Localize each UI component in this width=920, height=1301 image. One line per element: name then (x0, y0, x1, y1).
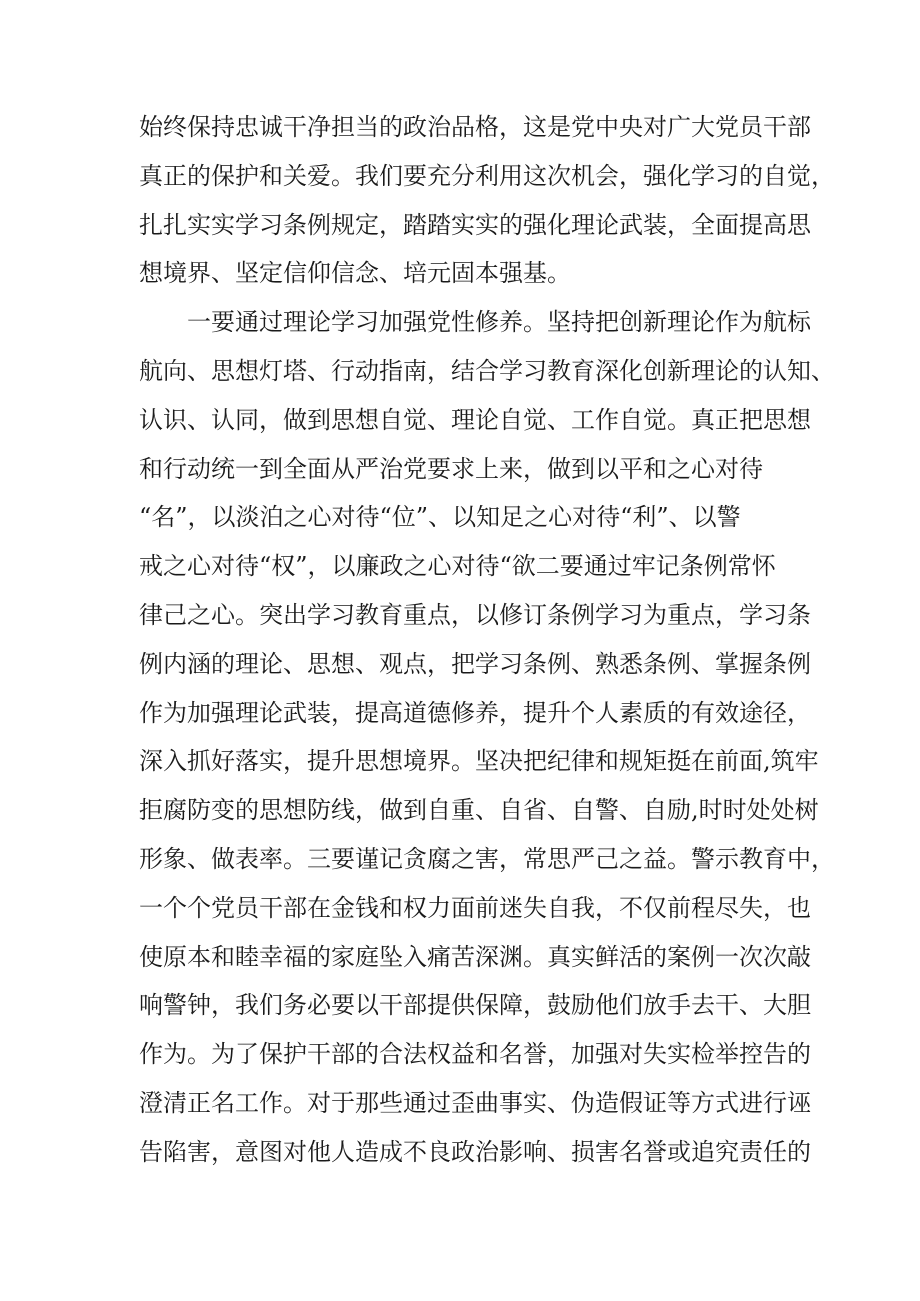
text-line: 始终保持忠诚干净担当的政治品格，这是党中央对广大党员干部 (139, 113, 811, 141)
text-line: 认识、认同，做到思想自觉、理论自觉、工作自觉。真正把思想 (139, 405, 811, 434)
text-line: 作为加强理论武装，提高道德修养，提升个人素质的有效途径， (139, 698, 811, 727)
text-line: 一个个党员干部在金钱和权力面前迷失自我，不仅前程尽失，也 (139, 893, 811, 922)
text-line: 律己之心。突出学习教育重点，以修订条例学习为重点，学习条 (139, 600, 811, 629)
text-line: 形象、做表率。三要谨记贪腐之害，常思严己之益。警示教育中， (139, 844, 835, 873)
text-line: 真正的保护和关爱。我们要充分利用这次机会，强化学习的自觉， (139, 161, 835, 190)
text-line: 例内涵的理论、思想、观点，把学习条例、熟悉条例、掌握条例 (139, 649, 811, 678)
text-line: 戒之心对待“权”，以廉政之心对待“欲二要通过牢记条例常怀 (139, 552, 776, 581)
text-line: 拒腐防变的思想防线，做到自重、自省、自警、自励,时时处处树 (139, 796, 819, 825)
body-text (139, 103, 835, 1177)
text-line: 响警钟，我们务必要以干部提供保障，鼓励他们放手去干、大胆 (139, 991, 811, 1020)
text-line: “名”，以淡泊之心对待“位”、以知足之心对待“利”、以警 (139, 503, 741, 532)
text-line: 想境界、坚定信仰信念、培元固本强基。 (139, 259, 571, 288)
text-line: 告陷害，意图对他人造成不良政治影响、损害名誉或追究责任的 (139, 1137, 811, 1166)
text-line: 扎扎实实学习条例规定，踏踏实实的强化理论武装，全面提高思 (139, 210, 811, 239)
text-line: 作为。为了保护干部的合法权益和名誉，加强对失实检举控告的 (139, 1040, 811, 1069)
text-line: 深入抓好落实，提升思想境界。坚决把纪律和规矩挺在前面,筑牢 (139, 747, 819, 776)
text-line: 航向、思想灯塔、行动指南，结合学习教育深化创新理论的认知、 (139, 356, 835, 385)
text-line: 使原本和睦幸福的家庭坠入痛苦深渊。真实鲜活的案例一次次敲 (139, 942, 811, 971)
text-line: 澄清正名工作。对于那些通过歪曲事实、伪造假证等方式进行诬 (139, 1088, 811, 1117)
paragraph-start-line: 一要通过理论学习加强党性修养。坚持把创新理论作为航标 (187, 308, 811, 337)
text-line: 和行动统一到全面从严治党要求上来，做到以平和之心对待 (139, 454, 763, 483)
